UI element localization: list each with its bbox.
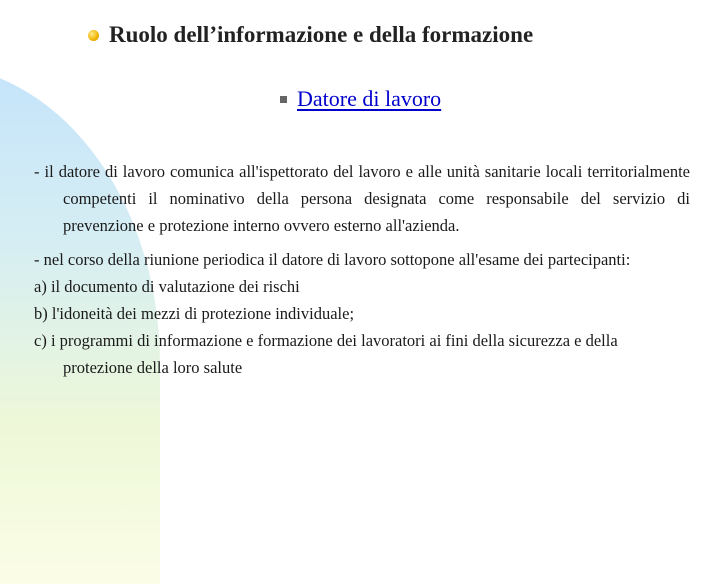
list-item-training-programs: c) i programmi di informazione e formazione dei lavoratori ai fini della sicurezza e della protezione della loro salute bbox=[34, 331, 618, 377]
bullet-icon bbox=[88, 30, 99, 41]
square-bullet-icon bbox=[280, 96, 287, 103]
body-text bbox=[34, 158, 690, 381]
list-item-protective-equipment: b) l'idoneità dei mezzi di protezione individuale; bbox=[34, 304, 355, 323]
slide-title: Ruolo dell’informazione e della formazione bbox=[109, 22, 534, 47]
title-row bbox=[88, 22, 533, 48]
paragraph-periodic-meeting: - nel corso della riunione periodica il datore di lavoro sottopone all'esame dei partecipanti: bbox=[34, 250, 631, 269]
datore-di-lavoro-link[interactable]: Datore di lavoro bbox=[297, 86, 442, 111]
list-item-risk-assessment: a) il documento di valutazione dei rischi bbox=[34, 277, 300, 296]
paragraph-designation: - il datore di lavoro comunica all'ispettorato del lavoro e alle unità sanitarie locali territorialmente competenti il nominativo della persona designata come responsabile del servizio di prevenzione e protezione interno ovvero esterno all'azienda. bbox=[34, 162, 690, 235]
subheading-row bbox=[280, 86, 441, 112]
